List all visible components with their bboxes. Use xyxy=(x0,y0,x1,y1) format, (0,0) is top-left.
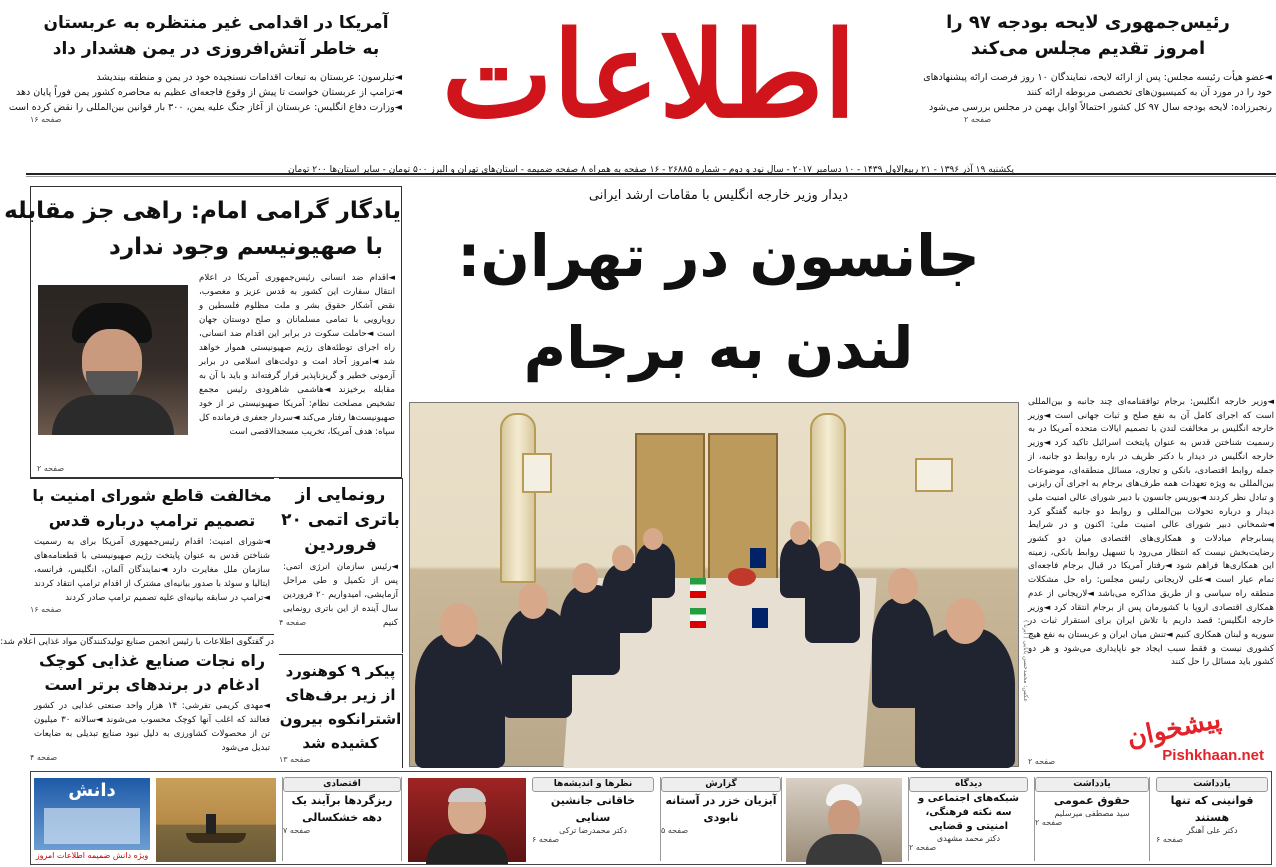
lead-headline-line1: جانسون در تهران: لندن به برجام xyxy=(457,222,980,382)
atomic-battery-headline: رونمایی از باتری اتمی ۲۰ فروردین xyxy=(281,485,400,555)
strip-cell-tag: اقتصادی xyxy=(283,777,401,792)
left-tease-bullet: ◄وزارت دفاع انگلیس: عربستان از آغاز جنگ علیه یمن، ۳۰۰ بار قوانین بین‌المللی را نقض کرده است xyxy=(8,102,402,113)
food-industry-text: ◄مهدی کریمی تفرشی: ۱۴ هزار واحد صنعتی غذایی در کشور فعالند که اغلب آنها کوچک محسوب می‌شوند ◄سالانه ۳۰ میلیون تن از محصولات کشاورزی به دلیل نبود صنایع تبدیلی به ضایعات تبدیل می‌شود xyxy=(34,701,270,753)
strip-cell-headline: ریزگردها برآیند یک دهه خشکسالی xyxy=(291,794,393,824)
strip-cell-tag: نظرها و اندیشه‌ها xyxy=(532,777,654,792)
official-photo xyxy=(408,778,526,862)
security-council-page: صفحه ۱۶ xyxy=(30,605,62,614)
climbers-story xyxy=(279,654,403,768)
strip-cell[interactable] xyxy=(532,777,654,861)
right-tease-bullet: ◄عضو هیأت رئیسه مجلس: پس از ارائه لایحه، نمایندگان ۱۰ روز فرصت ارائه پیشنهادهای xyxy=(923,72,1272,83)
lead-photo xyxy=(409,402,1019,767)
portrait-photo xyxy=(38,285,188,435)
strip-cell-page: صفحه ۲ xyxy=(909,843,937,852)
strip-cell-tag: یادداشت xyxy=(1156,777,1268,792)
cleric-photo xyxy=(786,778,902,862)
strip-cell-headline: خاقانی جانشین سنایی xyxy=(550,794,636,824)
strip-cell-page: صفحه ۷ xyxy=(283,826,311,835)
newspaper-logo: اطلاعات xyxy=(441,5,857,144)
strip-cell-page: صفحه ۶ xyxy=(532,835,560,844)
strip-cell[interactable] xyxy=(660,777,782,861)
dateline: یکشنبه ۱۹ آذر ۱۳۹۶ - ۲۱ ربیع‌الاول ۱۴۳۹ - ۱۰ دسامبر ۲۰۱۷ - سال نود و دوم - شماره ۲۶۸۸۵ - ۱۶ صفحه به همراه ۸ صفحه ضمیمه - استان‌های تهران و البرز ۵۰۰ تومان - سایر استان‌ها ۲۰۰ تومان xyxy=(26,163,1276,177)
atomic-battery-text: ◄رئیس سازمان انرژی اتمی: پس از تکمیل و طی مراحل آزمایشی، امیدواریم ۲۰ فروردین سال آینده از این باتری رونمایی کنیم xyxy=(283,562,398,628)
pishkhan-watermark xyxy=(1084,704,1264,772)
strip-cell-tag: یادداشت xyxy=(1035,777,1149,792)
food-industry-kicker: در گفتگوی اطلاعات با رئیس انجمن صنایع تولیدکنندگان مواد غذایی اعلام شد: xyxy=(0,637,274,647)
watermark-script: پیشخوان xyxy=(1124,704,1224,754)
photo-credit: عکس: محمدحسن بابایی ( ایرنا ) xyxy=(1022,620,1029,702)
strip-cell-headline: قوانینی که تنها هستند xyxy=(1170,794,1254,824)
left-tease-page: صفحه ۱۶ xyxy=(30,115,62,124)
left-tease-line1: آمریکا در اقدامی غیر منتظره به عربستان xyxy=(43,13,389,33)
strip-cell[interactable] xyxy=(1156,777,1268,861)
imam-headline-line2: با صهیونیسم وجود ندارد xyxy=(109,234,383,260)
climbers-headline: پیکر ۹ کوهنورد از زیر برف‌های اشترانکوه بیرون کشیده شد xyxy=(279,662,402,752)
atomic-battery-page: صفحه ۴ xyxy=(279,618,307,627)
lead-bullets: ◄وزیر خارجه انگلیس: برجام توافقنامه‌ای چند جانبه و بین‌المللی است که اجرای کامل آن به نفع صلح و ثبات جهانی است ◄وزیر خارجه انگلیس بر مخالفت لندن با تصمیم ایالات متحده آمریکا در به رسمیت شناختن قدس به عنوان پایتخت اسرائیل تاکید کرد ◄وزیر خارجه انگلیس در دیدار با دکتر ظریف در باره روابط دو جانبه، از جمله روابط اقتصادی، بانکی و تجاری، مسائل منطقه‌ای، موضوعات بین‌المللی به ویژه تعهدات همه طرف‌های برجام به اجرای آن رایزنی و تبادل نظر کردند ◄بوریس جانسون با دبیر شورای عالی امنیت ملی دیدار و درباره تحولات بین‌المللی و روابط دو جانبه گفتگو کرد ◄شمخانی دبیر شورای عالی امنیت ملی: اکنون و در شرایط پسابرجام مبادلات و همکاری‌های اقتصادی میان دو کشور رضایت‌بخش نیست که انتظار می‌رود با تسهیل روابط بانکی، زمینه این همکاری‌ها فراهم شود ◄رفتار آمریکا در قبال برجام فاجعه‌ای تمام عیار است ◄علی لاریجانی رئیس مجلس: راه حل مشکلات منطقه راه سیاسی و از طریق مذاکره می‌باشد ◄لاریجانی از عدم همکاری اقتصادی اروپا با کشورمان پس از برجام انتقاد کرد ◄وزیر خارجه انگلیس: قصد داریم با تلاش ایران برای استقرار ثبات در سوریه و لبنان همکاری کنیم ◄تنش میان ایران و عربستان به نفع هیچ کشوری نیست و فقط سبب ایجاد جو ناپایداری می‌شود و هر دو کشور باید مسائل را حل کنند xyxy=(1028,397,1274,668)
right-tease-line2: امروز تقدیم مجلس می‌کند xyxy=(970,38,1206,59)
security-council-story xyxy=(30,478,274,633)
atomic-battery-story xyxy=(279,478,403,653)
supplement-title: دانش xyxy=(68,780,116,801)
left-tease-bullet: ◄ترامپ از عربستان خواست تا پیش از وقوع فاجعه‌ای عظیم به محاصره کشور یمن فوراً پایان دهد xyxy=(15,87,402,98)
climbers-page: صفحه ۱۳ xyxy=(279,755,311,764)
left-tease xyxy=(8,10,402,160)
strip-cell-page: صفحه ۲ xyxy=(1035,818,1063,827)
strip-cell[interactable] xyxy=(282,777,402,861)
lead-kicker: دیدار وزیر خارجه انگلیس با مقامات ارشد ایرانی xyxy=(588,188,849,203)
food-industry-story xyxy=(0,634,274,768)
left-tease-line2: به خاطر آتش‌افروزی در یمن هشدار داد xyxy=(52,39,380,59)
boat-photo xyxy=(156,778,276,862)
right-tease-page: صفحه ۲ xyxy=(964,115,992,124)
lead-page: صفحه ۲ xyxy=(1028,757,1056,766)
imam-bullets: ◄اقدام ضد انسانی رئیس‌جمهوری آمریکا در اعلام انتقال سفارت این کشور به قدس عزیز و مغصوب، نقض آشکار حقوق بشر و ملت مظلوم فلسطین و رویارویی با تمامی مسلمانان و صلح دوستان جهان است ◄حاملت سکوت در برابر این اقدام ضد انسانی، راه اجرای توطئه‌های رژیم صهیونیستی هموار خواهد شد ◄امروز آحاد امت و دولت‌های اسلامی در برابر آزمونی خطیر و گریزناپذیر قرار گرفته‌اند و باید با آن به مقابله برخیزند ◄هاشمی شاهرودی رئیس مجمع تشخیص مصلحت نظام: آمریکا صهیونیستی تر از خود صهیونیست‌ها رفتار می‌کند ◄سردار جعفری فرمانده کل سپاه: هدف آمریکا، تخریب مسجدالاقصی است xyxy=(199,273,395,437)
supplement-caption: ویژه دانش ضمیمه اطلاعات امروز xyxy=(35,851,149,860)
security-council-text: ◄شورای امنیت: اقدام رئیس‌جمهوری آمریکا برای به رسمیت شناختن قدس به عنوان پایتخت رژیم صهیونیستی با قطعنامه‌های سازمان ملل مغایرت دارد ◄نمایندگان آلمان، انگلیس، فرانسه، ایتالیا و سوئد با صدور بیانیه‌ای مشترک از اقدام ترامپ انتقاد کردند ◄ترامپ در سابقه بیانیه‌ای علیه تصمیم ترامپ صادر کردند xyxy=(34,537,270,603)
imam-headline-line1: یادگار گرامی امام: راهی جز مقابله xyxy=(4,198,401,224)
right-tease-line1: رئیس‌جمهوری لایحه بودجه ۹۷ را xyxy=(946,12,1230,33)
imam-page: صفحه ۲ xyxy=(37,464,65,473)
food-industry-page: صفحه ۴ xyxy=(30,753,58,762)
strip-cell-page: صفحه ۶ xyxy=(1156,835,1184,844)
watermark-url: Pishkhaan.net xyxy=(1162,747,1264,764)
strip-cell-author: دکتر علی آهنگر xyxy=(1186,826,1238,835)
food-industry-headline: راه نجات صنایع غذایی کوچک ادغام در برندهای برتر است xyxy=(38,651,266,694)
strip-cell-headline: آبزیان خزر در آستانه نابودی xyxy=(665,794,777,824)
strip-cell[interactable] xyxy=(908,777,1028,861)
supplement-cover[interactable] xyxy=(34,778,150,862)
strip-cell-page: صفحه ۵ xyxy=(661,826,689,835)
strip-cell-headline: شبکه‌های اجتماعی و سه نکته فرهنگی، امنیتی و قضایی xyxy=(918,793,1019,832)
strip-cell-author: دکتر محمد مشهدی xyxy=(936,834,1001,843)
strip-cell-tag: گزارش xyxy=(661,777,781,792)
security-council-headline: مخالفت قاطع شورای امنیت با تصمیم ترامپ درباره قدس xyxy=(32,486,272,530)
right-tease-bullet: خود را در مورد آن به کمیسیون‌های تخصصی مربوطه ارائه کنند xyxy=(1026,87,1272,98)
left-tease-bullet: ◄تیلرسون: عربستان به تبعات اقدامات نسنجیده خود در یمن و منطقه بیندیشد xyxy=(96,72,402,83)
strip-cell-tag: دیدگاه xyxy=(909,777,1028,792)
right-tease-bullet: رنجبرزاده: لایحه بودجه سال ۹۷ کل کشور احتمالاً اوایل بهمن در مجلس بررسی می‌شود xyxy=(929,102,1272,113)
strip-cell-headline: حقوق عمومی xyxy=(1053,794,1131,807)
strip-cell-author: سید مصطفی میرسلیم xyxy=(1054,809,1130,818)
strip-cell-author: دکتر محمدرضا ترکی xyxy=(559,826,627,835)
strip-cell[interactable] xyxy=(1034,777,1150,861)
right-tease xyxy=(904,10,1272,160)
